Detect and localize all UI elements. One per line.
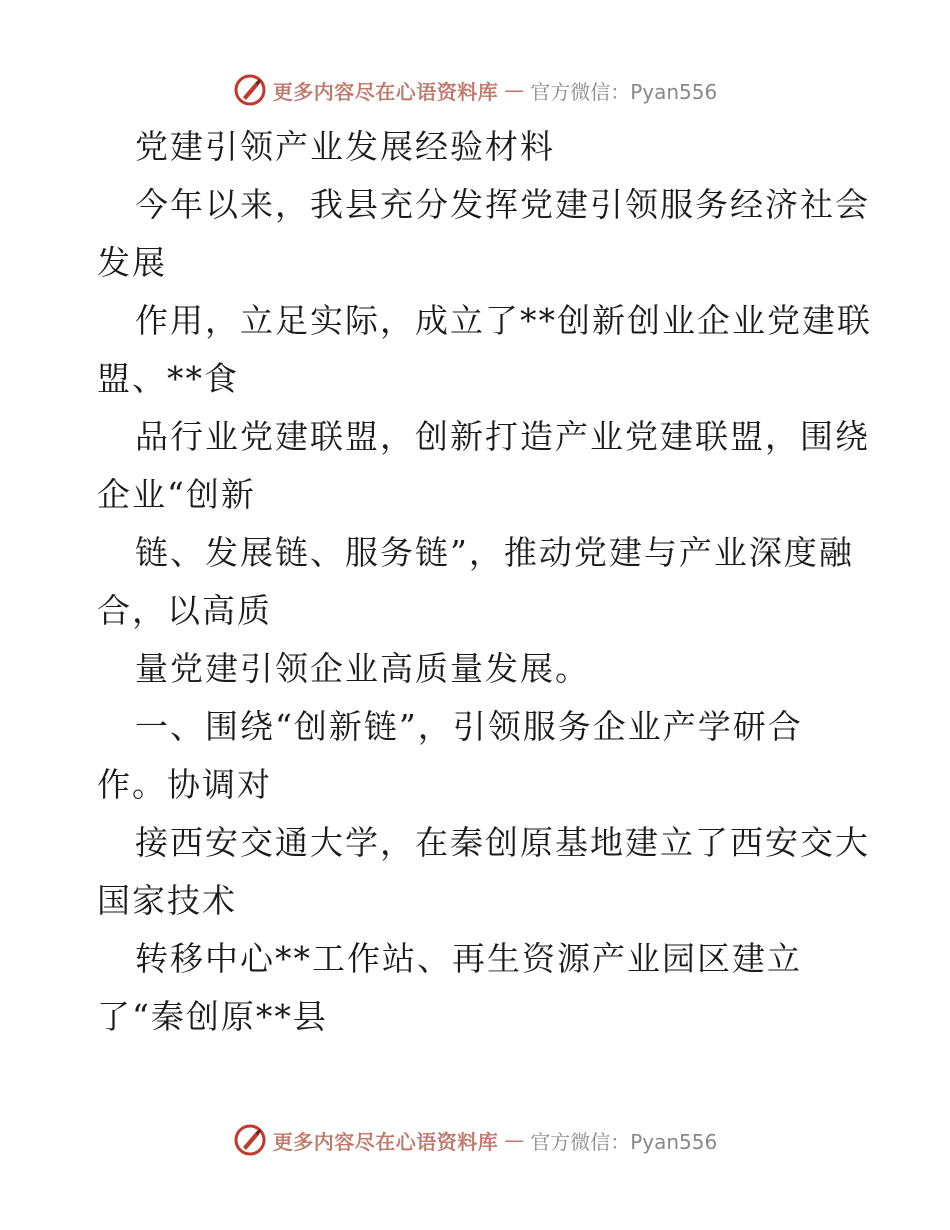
header-watermark <box>0 70 950 110</box>
watermark-sub-text: 官方微信：Pyan556 <box>530 1129 718 1154</box>
pen-logo-icon <box>233 1123 267 1157</box>
text-line: 接西安交通大学，在秦创原基地建立了西安交大 <box>135 823 870 862</box>
watermark-dash: — <box>504 1128 525 1152</box>
watermark-main-text: 更多内容尽在心语资料库 <box>272 79 499 104</box>
text-line: 了“秦创原**县 <box>97 997 328 1036</box>
text-line: 链、发展链、服务链”，推动党建与产业深度融 <box>135 533 854 572</box>
text-line: 企业“创新 <box>97 475 256 514</box>
text-line: 今年以来，我县充分发挥党建引领服务经济社会 <box>135 185 870 224</box>
text-line: 国家技术 <box>97 881 237 920</box>
text-line: 品行业党建联盟，创新打造产业党建联盟，围绕 <box>135 417 870 456</box>
text-line: 转移中心**工作站、再生资源产业园区建立 <box>135 939 802 978</box>
watermark-dash: — <box>504 78 525 102</box>
watermark-main-text: 更多内容尽在心语资料库 <box>272 1129 499 1154</box>
section-heading-line: 一、围绕“创新链”，引领服务企业产学研合 <box>135 707 803 746</box>
text-line: 量党建引领企业高质量发展。 <box>135 649 590 688</box>
text-line: 盟、**食 <box>97 359 239 398</box>
text-line: 发展 <box>97 243 167 282</box>
text-line: 合，以高质 <box>97 591 272 630</box>
document-title: 党建引领产业发展经验材料 <box>135 127 555 166</box>
watermark-sub-text: 官方微信：Pyan556 <box>530 79 718 104</box>
footer-watermark <box>0 1120 950 1160</box>
document-body <box>97 118 872 1046</box>
text-line: 作。协调对 <box>97 765 272 804</box>
text-line: 作用，立足实际，成立了**创新创业企业党建联 <box>135 301 872 340</box>
pen-logo-icon <box>233 73 267 107</box>
